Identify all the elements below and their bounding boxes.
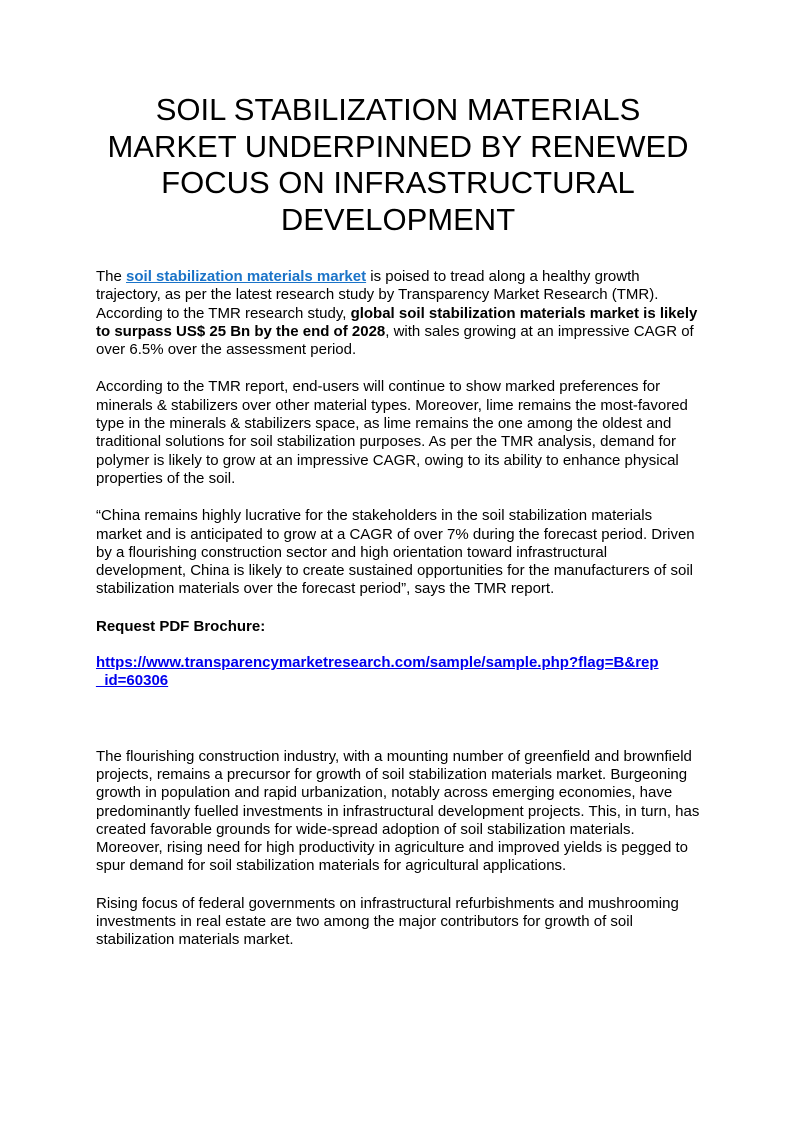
brochure-url-line: _id=60306	[96, 672, 169, 690]
title-line: SOIL STABILIZATION MATERIALS	[155, 92, 641, 127]
paragraph-federal: Rising focus of federal governments on infrastructural refurbishments and mushrooming investments in real estate are two among the major contributors for growth of soil stabilization materials market.	[96, 894, 679, 949]
brochure-label	[96, 618, 700, 636]
paragraph-china-quote: “China remains highly lucrative for the stakeholders in the soil stabilization materials market and is anticipated to grow at a CAGR of over 7% during the forecast period. Driven by a flourishing construction sector and high orientation toward infrastructural development, China is likely to create sustained opportunities for the manufacturers of soil stabilization materials over the forecast period”, says the TMR report.	[96, 507, 695, 598]
intro-mid: is poised to tread along a healthy growth trajectory, as per the latest research study by Transparency Market Research (TMR). According to the TMR research study,	[96, 268, 659, 322]
brochure-link-paragraph	[96, 654, 700, 691]
brochure-label-text: Request PDF Brochure:	[96, 617, 266, 635]
page-title	[96, 92, 700, 238]
market-keyword-link[interactable]: soil stabilization materials market	[126, 268, 367, 285]
title-line: FOCUS ON INFRASTRUCTURAL	[161, 165, 635, 200]
paragraph-construction: The flourishing construction industry, with a mounting number of greenfield and brownfield projects, remains a precursor for growth of soil stabilization materials market. Burgeoning growth in population and rapid urbanization, notably across emerging economies, have predominantly fuelled investments in infrastructural development projects. This, in turn, has created favorable grounds for wide-spread adoption of soil stabilization materials. Moreover, rising need for high productivity in agriculture and improved yields is pegged to spur demand for soil stabilization materials for agricultural applications.	[96, 747, 700, 875]
paragraph-end-users: According to the TMR report, end-users will continue to show marked preferences for minerals & stabilizers over other material types. Moreover, lime remains the most-favored type in the minerals & stabilizers space, as lime remains the one among the oldest and traditional solutions for soil stabilization purposes. As per the TMR analysis, demand for polymer is likely to grow at an impressive CAGR, owing to its ability to enhance physical properties of the soil.	[96, 378, 688, 487]
paragraph-intro	[96, 268, 700, 359]
brochure-url-line: https://www.transparencymarketresearch.com/sample/sample.php?flag=B&rep	[96, 654, 659, 672]
intro-tail: , with sales growing at an impressive CAGR of over 6.5% over the assessment period.	[96, 322, 694, 359]
intro-bold-forecast: global soil stabilization materials market is likely to surpass US$ 25 Bn by the end of 2028	[96, 304, 698, 340]
title-line: MARKET UNDERPINNED BY RENEWED	[107, 128, 689, 164]
intro-lead: The	[96, 268, 127, 285]
document-page	[96, 92, 700, 950]
brochure-url-link[interactable]	[96, 654, 700, 691]
title-line: DEVELOPMENT	[280, 201, 516, 237]
article-body	[96, 268, 700, 950]
